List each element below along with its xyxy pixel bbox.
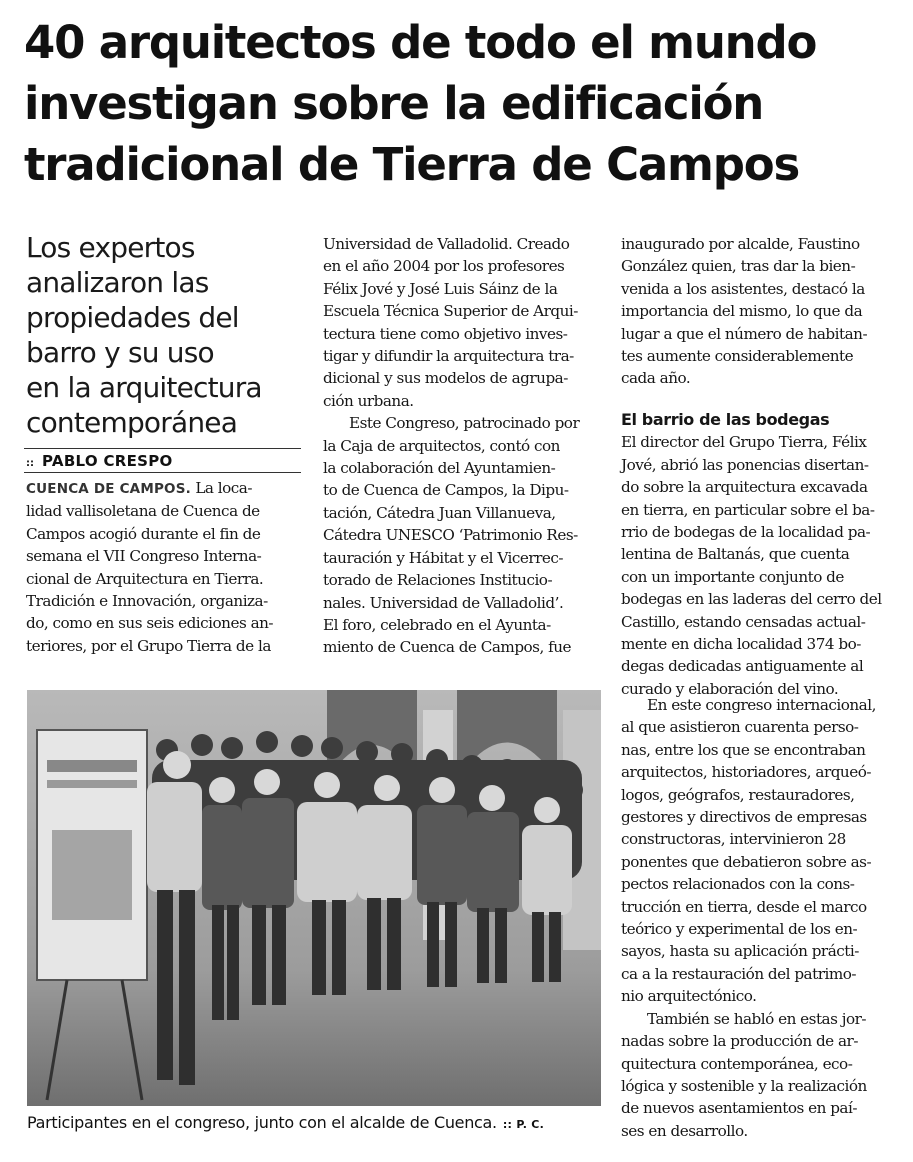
text-line: ca a la restauración del patrimo- bbox=[621, 964, 856, 983]
text-line: ses en desarrollo. bbox=[621, 1121, 748, 1140]
dateline: CUENCA DE CAMPOS. bbox=[26, 481, 191, 497]
headline bbox=[24, 12, 904, 195]
text-line: ción urbana. bbox=[323, 391, 414, 410]
subhead-line: analizaron las bbox=[26, 266, 209, 299]
text-line: tigar y difundir la arquitectura tra- bbox=[323, 347, 574, 366]
text-line: dicional y sus modelos de agrupa- bbox=[323, 369, 568, 388]
text-line: Castillo, estando censadas actual- bbox=[621, 612, 866, 631]
text-line: arquitectos, historiadores, arqueó- bbox=[621, 763, 871, 782]
text-line: tación, Cátedra Juan Villanueva, bbox=[323, 503, 556, 522]
group-photo-illustration bbox=[27, 690, 601, 1106]
text-line: semana el VII Congreso Interna- bbox=[26, 547, 262, 566]
text-line: Escuela Técnica Superior de Arqui- bbox=[323, 302, 578, 321]
text-line: teriores, por el Grupo Tierra de la bbox=[26, 636, 271, 655]
text-line: González quien, tras dar la bien- bbox=[621, 257, 856, 276]
article-column-2 bbox=[323, 233, 607, 659]
text-line bbox=[26, 477, 308, 500]
text-line: Campos acogió durante el fin de bbox=[26, 524, 261, 543]
text-line: Tradición e Innovación, organiza- bbox=[26, 592, 268, 611]
text-line: lugar a que el número de habitan- bbox=[621, 324, 868, 343]
group-photo bbox=[27, 690, 601, 1106]
subhead-line: propiedades del bbox=[26, 301, 239, 334]
article-column-4 bbox=[621, 694, 903, 1142]
text-line: Félix Jové y José Luis Sáinz de la bbox=[323, 279, 558, 298]
text-line: to de Cuenca de Campos, la Dipu- bbox=[323, 481, 569, 500]
text-line: con un importante conjunto de bbox=[621, 567, 844, 586]
text-line: rrio de bodegas de la localidad pa- bbox=[621, 523, 871, 542]
text-line: sayos, hasta su aplicación prácti- bbox=[621, 942, 859, 961]
text-line: la Caja de arquitectos, contó con bbox=[323, 436, 560, 455]
text-line: nas, entre los que se encontraban bbox=[621, 740, 866, 759]
headline-line: 40 arquitectos de todo el mundo bbox=[24, 16, 817, 69]
text-line: El director del Grupo Tierra, Félix bbox=[621, 433, 867, 452]
text-line: torado de Relaciones Institucio- bbox=[323, 571, 553, 590]
article-column-1 bbox=[26, 477, 308, 657]
subheadline bbox=[26, 230, 306, 440]
byline-marker: :: bbox=[26, 458, 34, 469]
text-line: lidad vallisoletana de Cuenca de bbox=[26, 502, 260, 521]
text-line: Jové, abrió las ponencias disertan- bbox=[621, 455, 869, 474]
text-line: gestores y directivos de empresas bbox=[621, 808, 867, 827]
text-line: También se habló en estas jor- bbox=[647, 1009, 866, 1028]
text-line: al que asistieron cuarenta perso- bbox=[621, 718, 859, 737]
text-line: trucción en tierra, desde el marco bbox=[621, 897, 867, 916]
text-line: do sobre la arquitectura excavada bbox=[621, 478, 868, 497]
byline bbox=[26, 452, 173, 470]
subhead-line: Los expertos bbox=[26, 231, 195, 264]
text-line: tes aumente considerablemente bbox=[621, 347, 854, 366]
byline-rule-top bbox=[24, 448, 301, 449]
byline-rule-bottom bbox=[24, 472, 301, 473]
text-line: bodegas en las laderas del cerro del bbox=[621, 590, 882, 609]
text-fragment: La loca- bbox=[191, 479, 252, 497]
section-title: El barrio de las bodegas bbox=[621, 410, 830, 429]
text-line: cional de Arquitectura en Tierra. bbox=[26, 569, 264, 588]
text-line: logos, geógrafos, restauradores, bbox=[621, 785, 855, 804]
article-column-3-section bbox=[621, 409, 903, 700]
text-line: nio arquitectónico. bbox=[621, 987, 757, 1006]
text-line: lentina de Baltanás, que cuenta bbox=[621, 545, 850, 564]
text-line: nales. Universidad de Valladolid’. bbox=[323, 593, 564, 612]
headline-line: investigan sobre la edificación bbox=[24, 77, 764, 130]
byline-author: PABLO CRESPO bbox=[42, 452, 173, 470]
text-line: cada año. bbox=[621, 369, 691, 388]
text-line: degas dedicadas antiguamente al bbox=[621, 657, 864, 676]
text-line: ponentes que debatieron sobre as- bbox=[621, 852, 872, 871]
text-line: En este congreso internacional, bbox=[647, 696, 876, 714]
text-line: de nuevos asentamientos en paí- bbox=[621, 1099, 857, 1118]
text-line: lógica y sostenible y la realización bbox=[621, 1076, 867, 1095]
text-line: Este Congreso, patrocinado por bbox=[349, 414, 580, 433]
text-line: en tierra, en particular sobre el ba- bbox=[621, 500, 875, 519]
article-column-3 bbox=[621, 233, 903, 390]
subhead-line: barro y su uso bbox=[26, 336, 214, 369]
text-line: tauración y Hábitat y el Vicerrec- bbox=[323, 548, 564, 567]
subhead-line: contemporánea bbox=[26, 406, 238, 439]
text-line: en el año 2004 por los profesores bbox=[323, 257, 565, 276]
photo-credit: :: P. C. bbox=[502, 1118, 545, 1131]
text-line: El foro, celebrado en el Ayunta- bbox=[323, 615, 551, 634]
text-line: teórico y experimental de los en- bbox=[621, 920, 858, 939]
text-line: curado y elaboración del vino. bbox=[621, 679, 839, 698]
text-line: Universidad de Valladolid. Creado bbox=[323, 235, 570, 253]
text-line: nadas sobre la producción de ar- bbox=[621, 1032, 858, 1051]
text-line: Cátedra UNESCO ‘Patrimonio Res- bbox=[323, 526, 578, 545]
text-line: pectos relacionados con la cons- bbox=[621, 875, 855, 894]
text-line: la colaboración del Ayuntamien- bbox=[323, 459, 556, 478]
text-line: inaugurado por alcalde, Faustino bbox=[621, 235, 860, 253]
text-line: do, como en sus seis ediciones an- bbox=[26, 614, 274, 633]
text-line: importancia del mismo, lo que da bbox=[621, 302, 863, 321]
text-line: constructoras, intervinieron 28 bbox=[621, 830, 846, 849]
caption-text: Participantes en el congreso, junto con el alcalde de Cuenca. bbox=[27, 1113, 497, 1132]
subhead-line: en la arquitectura bbox=[26, 371, 262, 404]
headline-line: tradicional de Tierra de Campos bbox=[24, 138, 800, 191]
photo-caption bbox=[27, 1113, 607, 1132]
text-line: venida a los asistentes, destacó la bbox=[621, 279, 865, 298]
text-line: tectura tiene como objetivo inves- bbox=[323, 324, 568, 343]
text-line: mente en dicha localidad 374 bo- bbox=[621, 635, 861, 654]
text-line: miento de Cuenca de Campos, fue bbox=[323, 638, 572, 657]
text-line: quitectura contemporánea, eco- bbox=[621, 1054, 853, 1073]
